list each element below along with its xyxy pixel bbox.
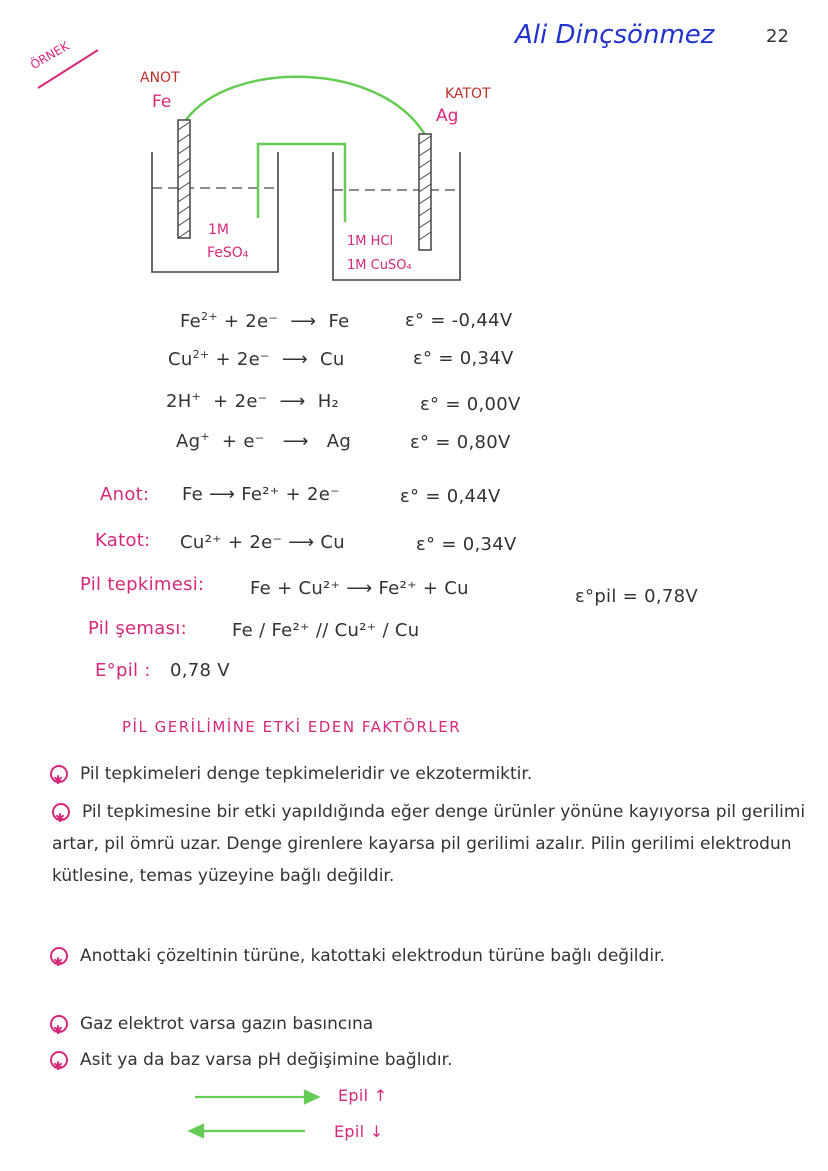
anot-potential: ε° = 0,44V	[400, 486, 501, 507]
factor-item: ✱Pil tepkimeleri denge tepkimeleridir ve ekzotermiktir.	[50, 758, 810, 790]
half-reaction-row: Ag+ + e⁻ ⟶ Ag	[176, 430, 352, 452]
bullet-icon	[50, 1015, 68, 1033]
epil-increase-label: Epil ↑	[338, 1086, 388, 1105]
half-reaction-potential: ε° = 0,00V	[420, 394, 521, 415]
author-name: Ali Dinçsönmez	[515, 20, 715, 50]
external-wire	[186, 77, 425, 135]
bullet-icon	[50, 1051, 68, 1069]
left-solution-name: FeSO₄	[207, 245, 249, 261]
half-reaction-potential: ε° = 0,80V	[410, 432, 511, 453]
half-reaction-potential: ε° = 0,34V	[413, 348, 514, 369]
right-solution-salt: 1M CuSO₄	[347, 258, 412, 273]
anode-label: ANOT	[140, 70, 180, 86]
pil-tepkimesi-label: Pil tepkimesi:	[80, 574, 205, 595]
cathode-metal: Ag	[436, 106, 459, 126]
half-reaction-potential: ε° = -0,44V	[405, 310, 513, 331]
cathode-electrode	[419, 134, 431, 250]
pil-tepkimesi: Fe + Cu²⁺ ⟶ Fe²⁺ + Cu	[250, 578, 469, 599]
half-reaction-row: 2H+ + 2e⁻ ⟶ H₂	[166, 390, 340, 412]
katot-reaction: Cu²⁺ + 2e⁻ ⟶ Cu	[180, 532, 345, 553]
bullet-icon	[52, 803, 70, 821]
epil-decrease-label: Epil ↓	[334, 1122, 384, 1141]
anode-metal: Fe	[152, 92, 172, 112]
right-solution-acid: 1M HCl	[347, 234, 394, 249]
epil-label: E°pil :	[95, 660, 151, 681]
bullet-icon	[50, 947, 68, 965]
bullet-icon	[50, 765, 68, 783]
left-solution-conc: 1M	[208, 222, 229, 238]
pil-semasi: Fe / Fe²⁺ // Cu²⁺ / Cu	[232, 620, 420, 641]
anot-label: Anot:	[100, 484, 150, 505]
factors-title: PİL GERİLİMİNE ETKİ EDEN FAKTÖRLER	[122, 718, 462, 736]
factor-item: ✱Pil tepkimesine bir etki yapıldığında eğer denge ürünler yönüne kayıyorsa pil gerilimi artar, pil ömrü uzar. Denge girenlere kayarsa pil gerilimi azalır. Pilin gerilimi elektrodun kütlesine, temas yüzeyine bağlı değildir.	[52, 796, 822, 892]
pil-semasi-label: Pil şeması:	[88, 618, 187, 639]
factor-item: ✱Asit ya da baz varsa pH değişimine bağlıdır.	[50, 1044, 810, 1076]
half-reaction-row: $Cu^{2+} + 2e^-$ ⟶ Cu	[168, 348, 345, 370]
arrow-left	[190, 1125, 305, 1137]
epil-value: 0,78 V	[170, 660, 230, 681]
katot-label: Katot:	[95, 530, 151, 551]
anot-reaction: Fe ⟶ Fe²⁺ + 2e⁻	[182, 484, 340, 505]
pil-potential: ε°pil = 0,78V	[575, 586, 698, 607]
anode-electrode	[178, 120, 190, 238]
factor-item: ✱Gaz elektrot varsa gazın basıncına	[50, 1008, 810, 1040]
page-number: 22	[766, 26, 789, 47]
ornek-label: ÖRNEK	[28, 38, 72, 73]
cathode-label: KATOT	[445, 86, 491, 102]
factor-item: ✱Anottaki çözeltinin türüne, katottaki elektrodun türüne bağlı değildir.	[50, 940, 810, 972]
half-reaction-row: $Fe^{2+} + 2e^-$ ⟶ Fe	[180, 310, 350, 332]
salt-bridge	[258, 144, 345, 222]
katot-potential: ε° = 0,34V	[416, 534, 517, 555]
arrow-right	[195, 1091, 318, 1103]
